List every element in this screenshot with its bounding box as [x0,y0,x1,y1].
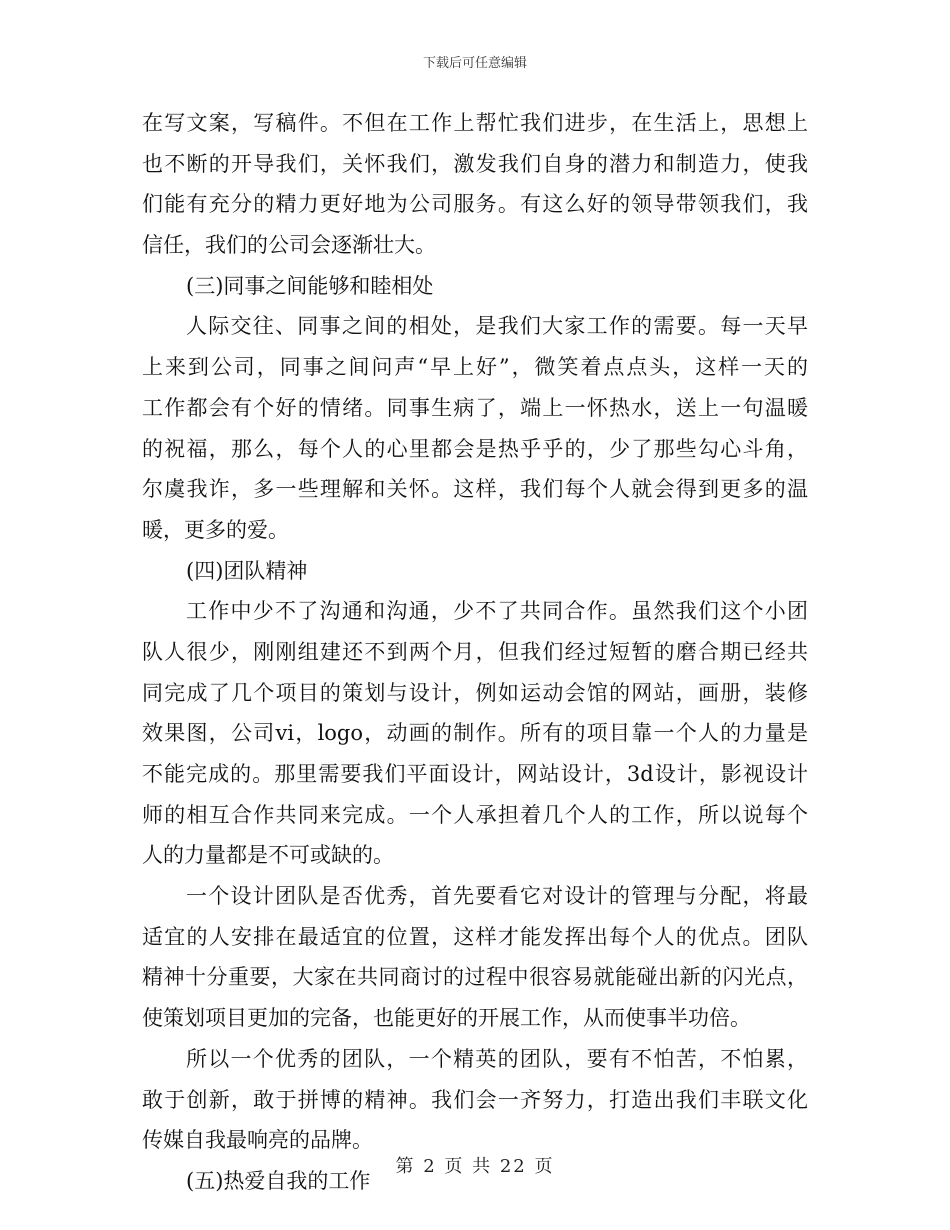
text-line: 上来到公司，同事之间问声“早上好”，微笑着点点头，这样一天的 [142,355,808,380]
page-footer: 第 2 页 共 22 页 [395,1156,555,1177]
text-line: 工作中少不了沟通和沟通，少不了共同合作。虽然我们这个小团 [186,599,808,624]
text-line: 一个设计团队是否优秀，首先要看它对设计的管理与分配，将最 [186,884,808,909]
text-line: 师的相互合作共同来完成。一个人承担着几个人的工作，所以说每个 [142,802,808,827]
text-line: 适宜的人安排在最适宜的位置，这样才能发挥出每个人的优点。团队 [142,924,808,949]
text-line: 在写文案，写稿件。不但在工作上帮忙我们进步，在生活上，思想上 [142,111,808,135]
text-line: 暖，更多的爱。 [142,517,289,542]
text-line: 精神十分重要，大家在共同商讨的过程中很容易就能碰出新的闪光点， [142,965,808,990]
text-line: 所以一个优秀的团队，一个精英的团队，要有不怕苦，不怕累， [186,1046,808,1071]
text-line: 的祝福，那么，每个人的心里都会是热乎乎的，少了那些勾心斗角， [142,436,808,461]
page-header: 下载后可任意编辑 [422,56,527,71]
text-line: 同完成了几个项目的策划与设计，例如运动会馆的网站，画册，装修 [142,680,808,705]
text-line: 队人很少，刚刚组建还不到两个月，但我们经过短暂的磨合期已经共 [142,639,808,664]
text-line: 信任，我们的公司会逐渐壮大。 [142,233,436,258]
text-line: 人的力量都是不可或缺的。 [142,843,394,868]
text-line: 人际交往、同事之间的相处，是我们大家工作的需要。每一天早 [186,314,808,339]
text-line: (四)团队精神 [186,558,308,583]
document-body [142,103,808,1202]
text-line: 传媒自我最响亮的品牌。 [142,1128,373,1153]
text-line: 效果图，公司vi，logo，动画的制作。所有的项目靠一个人的力量是 [142,721,808,746]
text-line: 也不断的开导我们，关怀我们，激发我们自身的潜力和制造力，使我 [142,151,808,176]
text-line: 尔虞我诈，多一些理解和关怀。这样，我们每个人就会得到更多的温 [142,477,808,502]
text-line: 敢于创新，敢于拼博的精神。我们会一齐努力，打造出我们丰联文化 [142,1087,808,1112]
text-line: 们能有充分的精力更好地为公司服务。有这么好的领导带领我们，我 [142,192,808,217]
text-line: 工作都会有个好的情绪。同事生病了，端上一怀热水，送上一句温暖 [142,395,808,420]
text-line: (五)热爱自我的工作 [186,1168,371,1193]
text-line: (三)同事之间能够和睦相处 [186,273,434,298]
text-line: 使策划项目更加的完备，也能更好的开展工作，从而使事半功倍。 [142,1006,751,1031]
text-line: 不能完成的。那里需要我们平面设计，网站设计，3d设计，影视设计 [142,762,808,786]
